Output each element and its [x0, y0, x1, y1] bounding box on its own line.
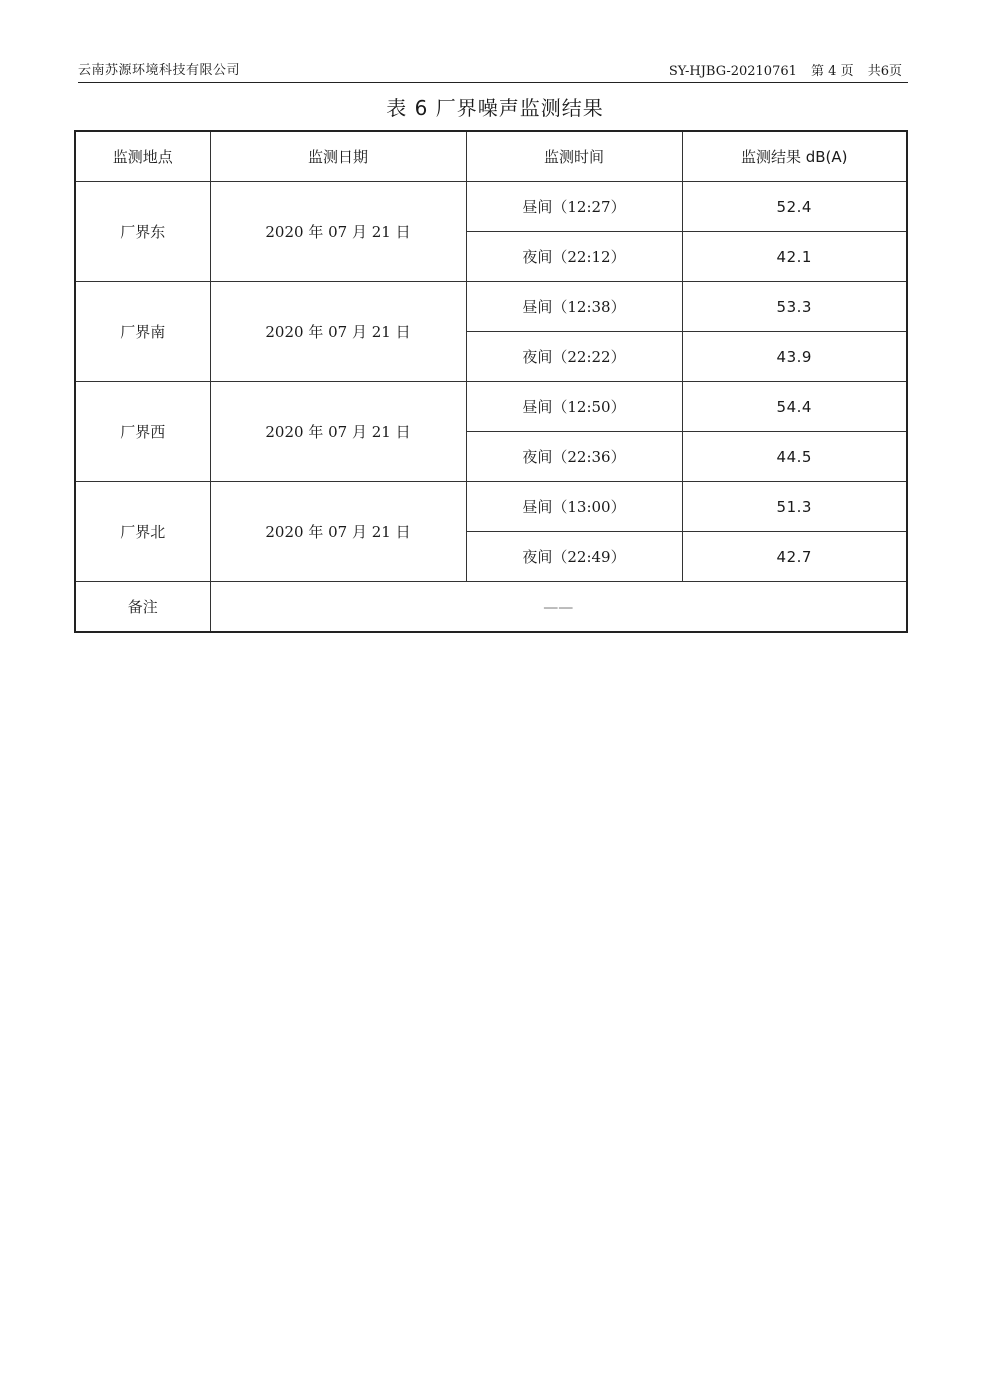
night-time-cell: 夜间（22:22） — [466, 332, 682, 382]
page-header — [78, 56, 908, 83]
table-title: 表 6 厂界噪声监测结果 — [386, 96, 604, 120]
noise-results-table — [74, 130, 908, 633]
company-name: 云南苏源环境科技有限公司 — [78, 63, 241, 78]
day-time-cell: 昼间（12:38） — [466, 282, 682, 332]
remark-label: 备注 — [75, 582, 210, 633]
night-value-cell: 43.9 — [682, 332, 907, 382]
table-header-row — [75, 131, 907, 182]
column-header-result: 监测结果 dB(A) — [682, 131, 907, 182]
date-cell: 2020 年 07 月 21 日 — [210, 182, 466, 282]
location-cell: 厂界北 — [75, 482, 210, 582]
night-time-cell: 夜间（22:36） — [466, 432, 682, 482]
day-value-cell: 52.4 — [682, 182, 907, 232]
night-time-cell: 夜间（22:49） — [466, 532, 682, 582]
table-row — [75, 382, 907, 432]
table-row — [75, 282, 907, 332]
night-value-cell: 42.7 — [682, 532, 907, 582]
date-cell: 2020 年 07 月 21 日 — [210, 482, 466, 582]
day-value-cell: 53.3 — [682, 282, 907, 332]
remark-row — [75, 582, 907, 633]
location-cell: 厂界东 — [75, 182, 210, 282]
table-row — [75, 182, 907, 232]
night-time-cell: 夜间（22:12） — [466, 232, 682, 282]
column-header-location: 监测地点 — [75, 131, 210, 182]
page-current: 第 4 页 — [811, 64, 854, 79]
day-value-cell: 54.4 — [682, 382, 907, 432]
column-header-date: 监测日期 — [210, 131, 466, 182]
day-time-cell: 昼间（12:27） — [466, 182, 682, 232]
remark-value: —— — [210, 582, 907, 633]
location-cell: 厂界南 — [75, 282, 210, 382]
date-cell: 2020 年 07 月 21 日 — [210, 382, 466, 482]
header-right — [669, 60, 902, 79]
night-value-cell: 44.5 — [682, 432, 907, 482]
date-cell: 2020 年 07 月 21 日 — [210, 282, 466, 382]
report-number: SY-HJBG-20210761 — [668, 64, 797, 79]
day-value-cell: 51.3 — [682, 482, 907, 532]
night-value-cell: 42.1 — [682, 232, 907, 282]
table-row — [75, 482, 907, 532]
day-time-cell: 昼间（12:50） — [466, 382, 682, 432]
page-total: 共6页 — [867, 64, 902, 79]
location-cell: 厂界西 — [75, 382, 210, 482]
day-time-cell: 昼间（13:00） — [466, 482, 682, 532]
column-header-time: 监测时间 — [466, 131, 682, 182]
